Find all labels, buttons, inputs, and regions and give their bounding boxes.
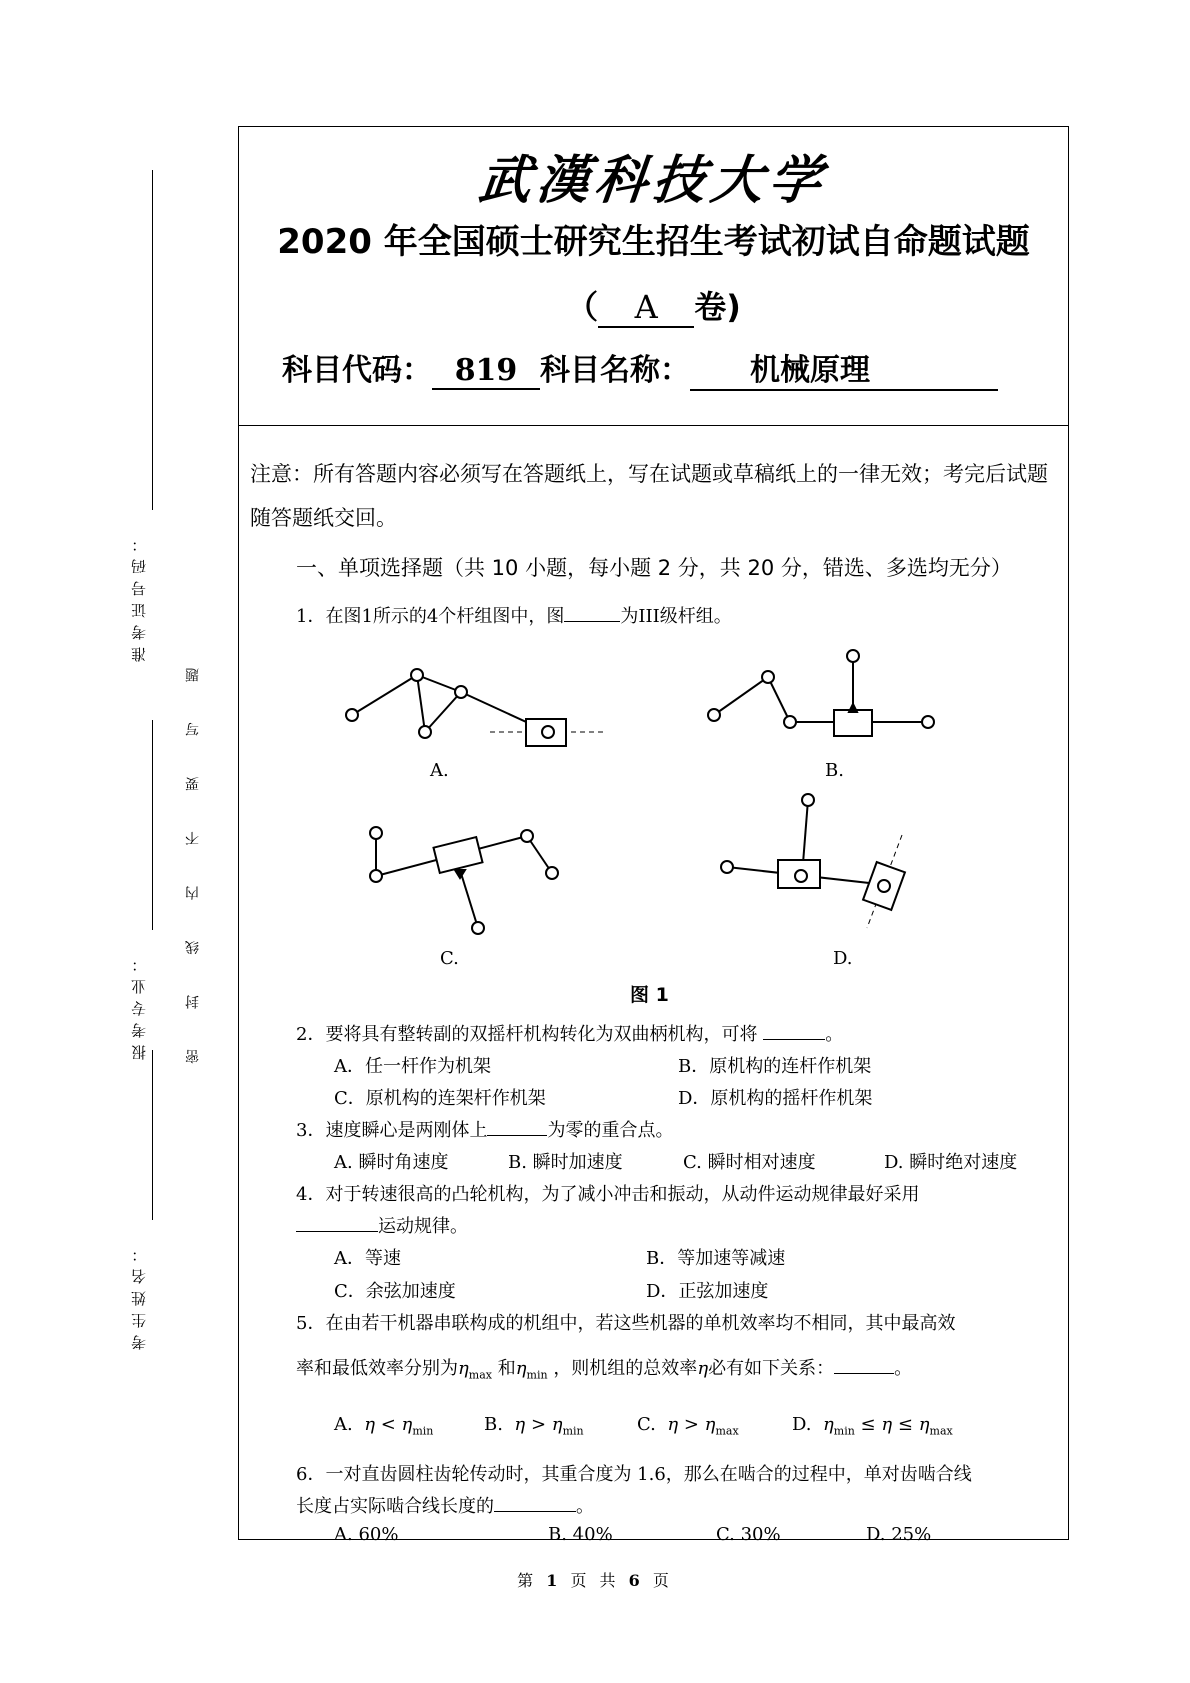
q4-option-c: C．余弦加速度 [334, 1281, 456, 1302]
page-total: 6 [628, 1571, 644, 1590]
page-footer: 第 1 页 共 6 页 [517, 1571, 673, 1590]
question-5-line-1: 5．在由若干机器串联构成的机组中，若这些机器的单机效率均不相同，其中最高效 [296, 1313, 956, 1334]
question-1: 1．在图1所示的4个杆组图中，图 为III级杆组。 [296, 602, 732, 628]
paper-version-value: A [598, 288, 694, 328]
figure-caption: 图 1 [630, 984, 669, 1006]
q3-option-d: D. 瞬时绝对速度 [884, 1152, 1018, 1173]
section-title: 一、单项选择题（共 10 小题，每小题 2 分，共 20 分，错选、多选均无分） [296, 556, 1012, 580]
q3-option-a: A. 瞬时角速度 [334, 1152, 449, 1173]
q6-option-d: D. 25% [866, 1524, 932, 1545]
q3-option-c: C. 瞬时相对速度 [683, 1152, 816, 1173]
q4-option-a: A．等速 [334, 1248, 401, 1269]
question-6-line-1: 6．一对直齿圆柱齿轮传动时，其重合度为 1.6，那么在啮合的过程中，单对齿啮合线 [296, 1464, 972, 1485]
q2-option-c: C．原机构的连架杆作机架 [334, 1088, 546, 1109]
question-4-line-2: 运动规律。 [296, 1212, 468, 1238]
q5-option-a: A. $\eta < \eta_{min}$ [334, 1414, 434, 1438]
linkage-d [721, 794, 905, 928]
q6-option-a: A. 60% [334, 1524, 399, 1545]
q4-option-d: D．正弦加速度 [646, 1281, 769, 1302]
question-2: 2．要将具有整转副的双摇杆机构转化为双曲柄机构，可将 。 [296, 1020, 843, 1046]
university-logo-text: 武漢科技大学 [475, 150, 831, 211]
admission-no-label: 准考证号码： [130, 530, 148, 662]
subject-code: 819 [432, 353, 540, 390]
q5-option-c: C. $\eta > \eta_{max}$ [637, 1414, 739, 1438]
subject-line: 科目代码： 819 科目名称： 机械原理 [282, 345, 998, 391]
seal-line-note: 密 封 线 内 不 要 写 题 [185, 650, 201, 1064]
figure-label-d: D. [833, 948, 853, 969]
paper-version: （ A 卷) [566, 288, 741, 326]
question-3: 3．速度瞬心是两刚体上 为零的重合点。 [296, 1116, 673, 1142]
linkage-c [370, 827, 558, 934]
linkage-a [346, 669, 605, 746]
q5-option-d: D. $\eta_{min} \le \eta \le \eta_{max}$ [792, 1414, 953, 1438]
question-5-line-2: 率和最低效率分别为$\eta_{max}$ 和$\eta_{min}$ ，则机组的总效率η必有如下关系： 。 [296, 1354, 912, 1382]
q2-option-b: B．原机构的连杆作机架 [678, 1056, 872, 1077]
question-4-line-1: 4．对于转速很高的凸轮机构，为了减小冲击和振动，从动件运动规律最好采用 [296, 1184, 920, 1205]
q2-option-d: D．原机构的摇杆作机架 [678, 1088, 873, 1109]
figure-label-b: B. [825, 760, 844, 781]
figure-label-c: C. [440, 948, 459, 969]
q2-option-a: A．任一杆作为机架 [334, 1056, 491, 1077]
subject-name: 机械原理 [690, 345, 998, 391]
exam-title: 2020 年全国硕士研究生招生考试初试自命题试题 [277, 222, 1030, 262]
major-label: 报考专业： [130, 950, 148, 1060]
q6-option-b: B. 40% [548, 1524, 613, 1545]
question-6-line-2: 长度占实际啮合线长度的 。 [296, 1492, 594, 1518]
q3-option-b: B. 瞬时加速度 [508, 1152, 623, 1173]
q5-option-b: B. $\eta > \eta_{min}$ [484, 1414, 584, 1438]
name-label: 考生姓名： [130, 1240, 148, 1350]
figure-label-a: A. [430, 760, 449, 781]
notice-text: 注意：所有答题内容必须写在答题纸上，写在试题或草稿纸上的一律无效；考完后试题随答题纸交回。 [250, 462, 1048, 530]
q6-option-c: C. 30% [716, 1524, 781, 1545]
linkage-b [708, 650, 934, 736]
q4-option-b: B．等加速等减速 [646, 1248, 786, 1269]
page-number: 1 [546, 1571, 562, 1590]
